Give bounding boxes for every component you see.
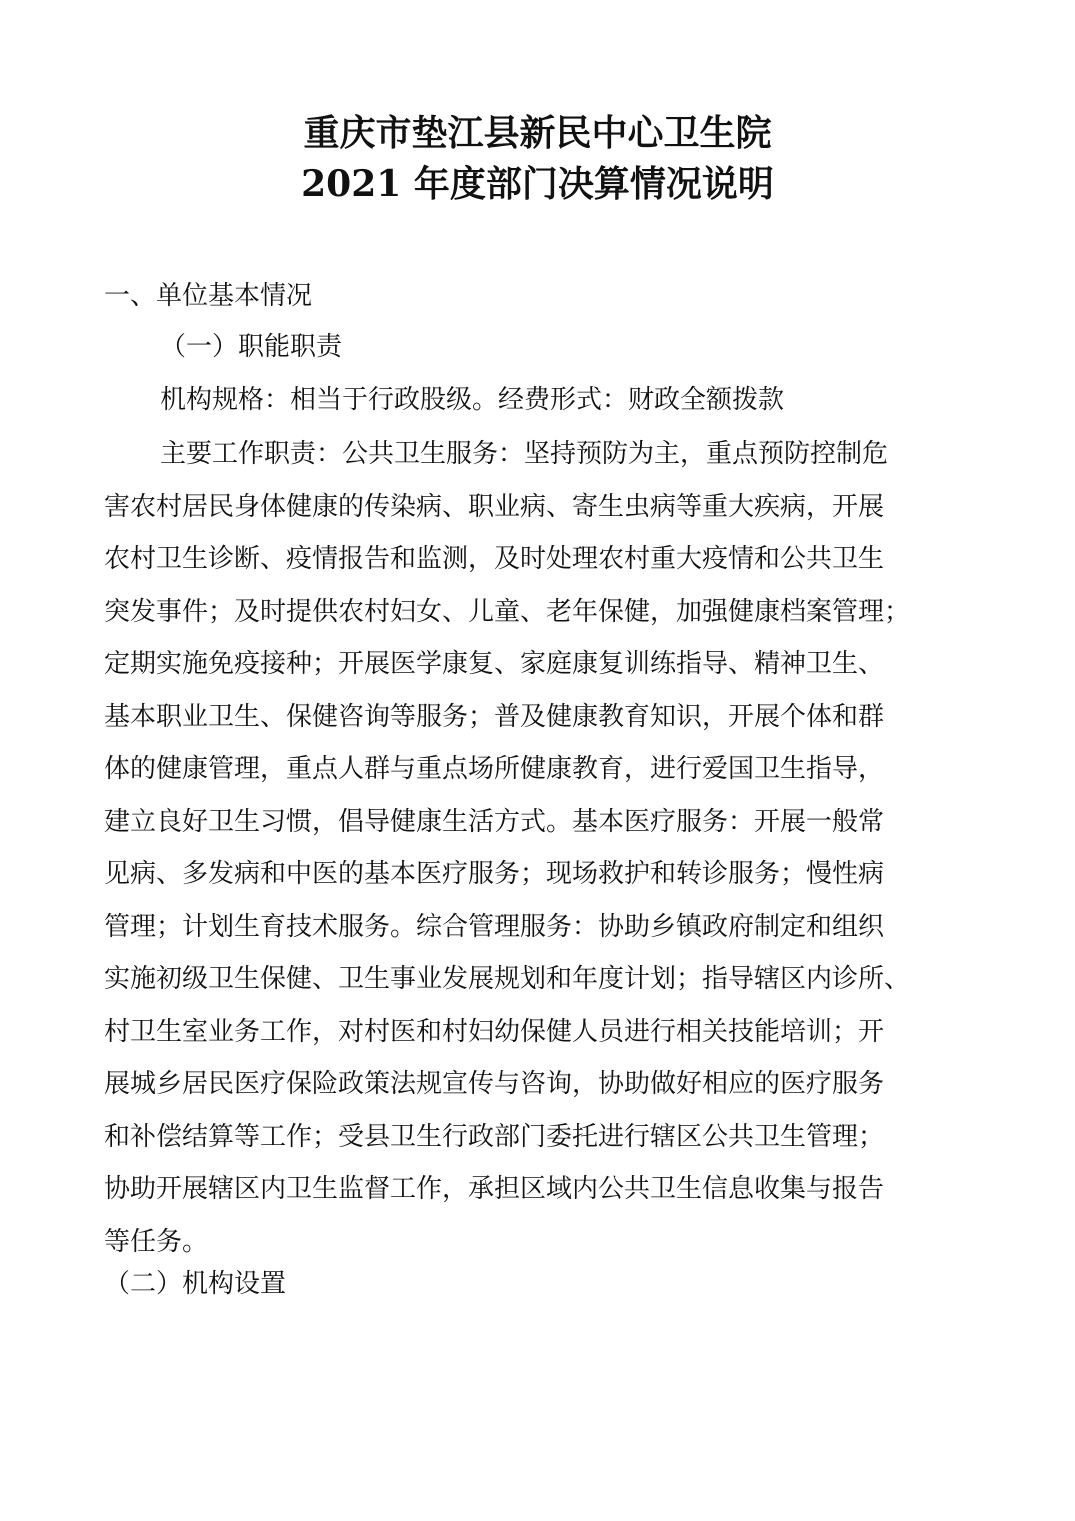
paragraph-line: 建立良好卫生习惯，倡导健康生活方式。基本医疗服务：开展一般常 — [104, 806, 885, 837]
paragraph-line: 村卫生室业务工作，对村医和村妇幼保健人员进行相关技能培训；开 — [104, 1016, 885, 1047]
paragraph-line: 基本职业卫生、保健咨询等服务；普及健康教育知识，开展个体和群 — [104, 701, 885, 732]
paragraph-line: 管理；计划生育技术服务。综合管理服务：协助乡镇政府制定和组织 — [104, 911, 885, 942]
paragraph-line: 突发事件；及时提供农村妇女、儿童、老年保健，加强健康档案管理； — [104, 596, 911, 627]
section-heading-basic-info: 一、单位基本情况 — [104, 281, 313, 311]
paragraph-line: 实施初级卫生保健、卫生事业发展规划和年度计划；指导辖区内诊所、 — [104, 964, 911, 994]
paragraph-line: 和补偿结算等工作；受县卫生行政部门委托进行辖区公共卫生管理； — [104, 1121, 885, 1152]
paragraph-line: 定期实施免疫接种；开展医学康复、家庭康复训练指导、精神卫生、 — [104, 649, 885, 679]
document-title-line1: 重庆市垫江县新民中心卫生院 — [303, 112, 772, 154]
org-spec-paragraph: 机构规格：相当于行政股级。经费形式：财政全额拨款 — [160, 385, 785, 415]
paragraph-line: 展城乡居民医疗保险政策法规宣传与咨询，协助做好相应的医疗服务 — [104, 1069, 885, 1099]
document-title-line2: 2021 年度部门决算情况说明 — [301, 163, 774, 205]
subsection-heading-duties: （一）职能职责 — [160, 332, 343, 362]
subsection-heading-org-setup: （二）机构设置 — [104, 1269, 287, 1299]
duties-paragraph — [104, 428, 984, 1268]
paragraph-line: 害农村居民身体健康的传染病、职业病、寄生虫病等重大疾病，开展 — [104, 491, 885, 522]
paragraph-line: 主要工作职责：公共卫生服务：坚持预防为主，重点预防控制危 — [160, 439, 889, 469]
paragraph-line: 协助开展辖区内卫生监督工作，承担区域内公共卫生信息收集与报告 — [104, 1174, 885, 1204]
paragraph-line: 见病、多发病和中医的基本医疗服务；现场救护和转诊服务；慢性病 — [104, 859, 885, 889]
paragraph-line: 等任务。 — [104, 1226, 209, 1257]
paragraph-line: 农村卫生诊断、疫情报告和监测，及时处理农村重大疫情和公共卫生 — [104, 544, 885, 574]
paragraph-line: 体的健康管理，重点人群与重点场所健康教育，进行爱国卫生指导， — [104, 754, 885, 784]
